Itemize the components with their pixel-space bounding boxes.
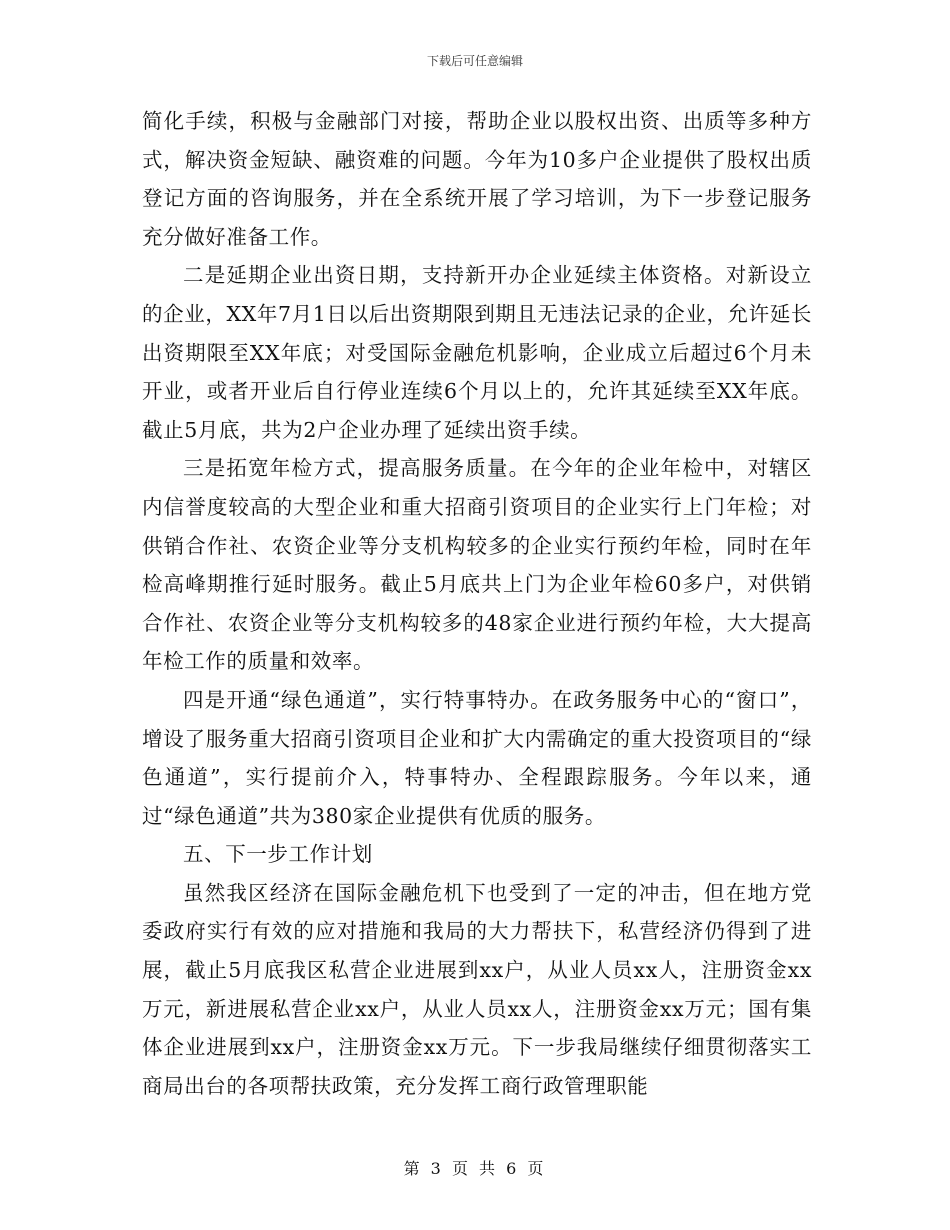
page-header: 下载后可任意编辑 [426, 54, 523, 68]
document-body [142, 102, 812, 1105]
page-number: 第 3 页 共 6 页 [403, 1159, 547, 1178]
paragraph: 二是延期企业出资日期，支持新开办企业延续主体资格。对新设立的企业，XX年7月1日以后出资期限到期且无违法记录的企业，允许延长出资期限至XX年底；对受国际金融危机影响，企业成立后超过6个月未开业，或者开业后自行停业连续6个月以上的，允许其延续至XX年底。截止5月底，共为2户企业办理了延续出资手续。 [142, 263, 812, 442]
paragraph: 简化手续，积极与金融部门对接，帮助企业以股权出资、出质等多种方式，解决资金短缺、融资难的问题。今年为10多户企业提供了股权出质登记方面的咨询服务，并在全系统开展了学习培训，为下一步登记服务充分做好准备工作。 [142, 109, 812, 249]
section-heading: 五、下一步工作计划 [183, 842, 373, 867]
paragraph: 四是开通“绿色通道”，实行特事特办。在政务服务中心的“窗口”，增设了服务重大招商引资项目企业和扩大内需确定的重大投资项目的“绿色通道”，实行提前介入，特事特办、全程跟踪服务。今年以来，通过“绿色通道”共为380家企业提供有优质的服务。 [142, 687, 812, 828]
paragraph: 三是拓宽年检方式，提高服务质量。在今年的企业年检中，对辖区内信誉度较高的大型企业和重大招商引资项目的企业实行上门年检；对供销合作社、农资企业等分支机构较多的企业实行预约年检，同时在年检高峰期推行延时服务。截止5月底共上门为企业年检60多户，对供销合作社、农资企业等分支机构较多的48家企业进行预约年检，大大提高年检工作的质量和效率。 [142, 456, 812, 674]
paragraph: 虽然我区经济在国际金融危机下也受到了一定的冲击，但在地方党委政府实行有效的应对措施和我局的大力帮扶下，私营经济仍得到了进展，截止5月底我区私营企业进展到xx户，从业人员xx人，注册资金xx万元，新进展私营企业xx户，从业人员xx人，注册资金xx万元；国有集体企业进展到xx户，注册资金xx万元。下一步我局继续仔细贯彻落实工商局出台的各项帮扶政策，充分发挥工商行政管理职能 [142, 880, 812, 1098]
